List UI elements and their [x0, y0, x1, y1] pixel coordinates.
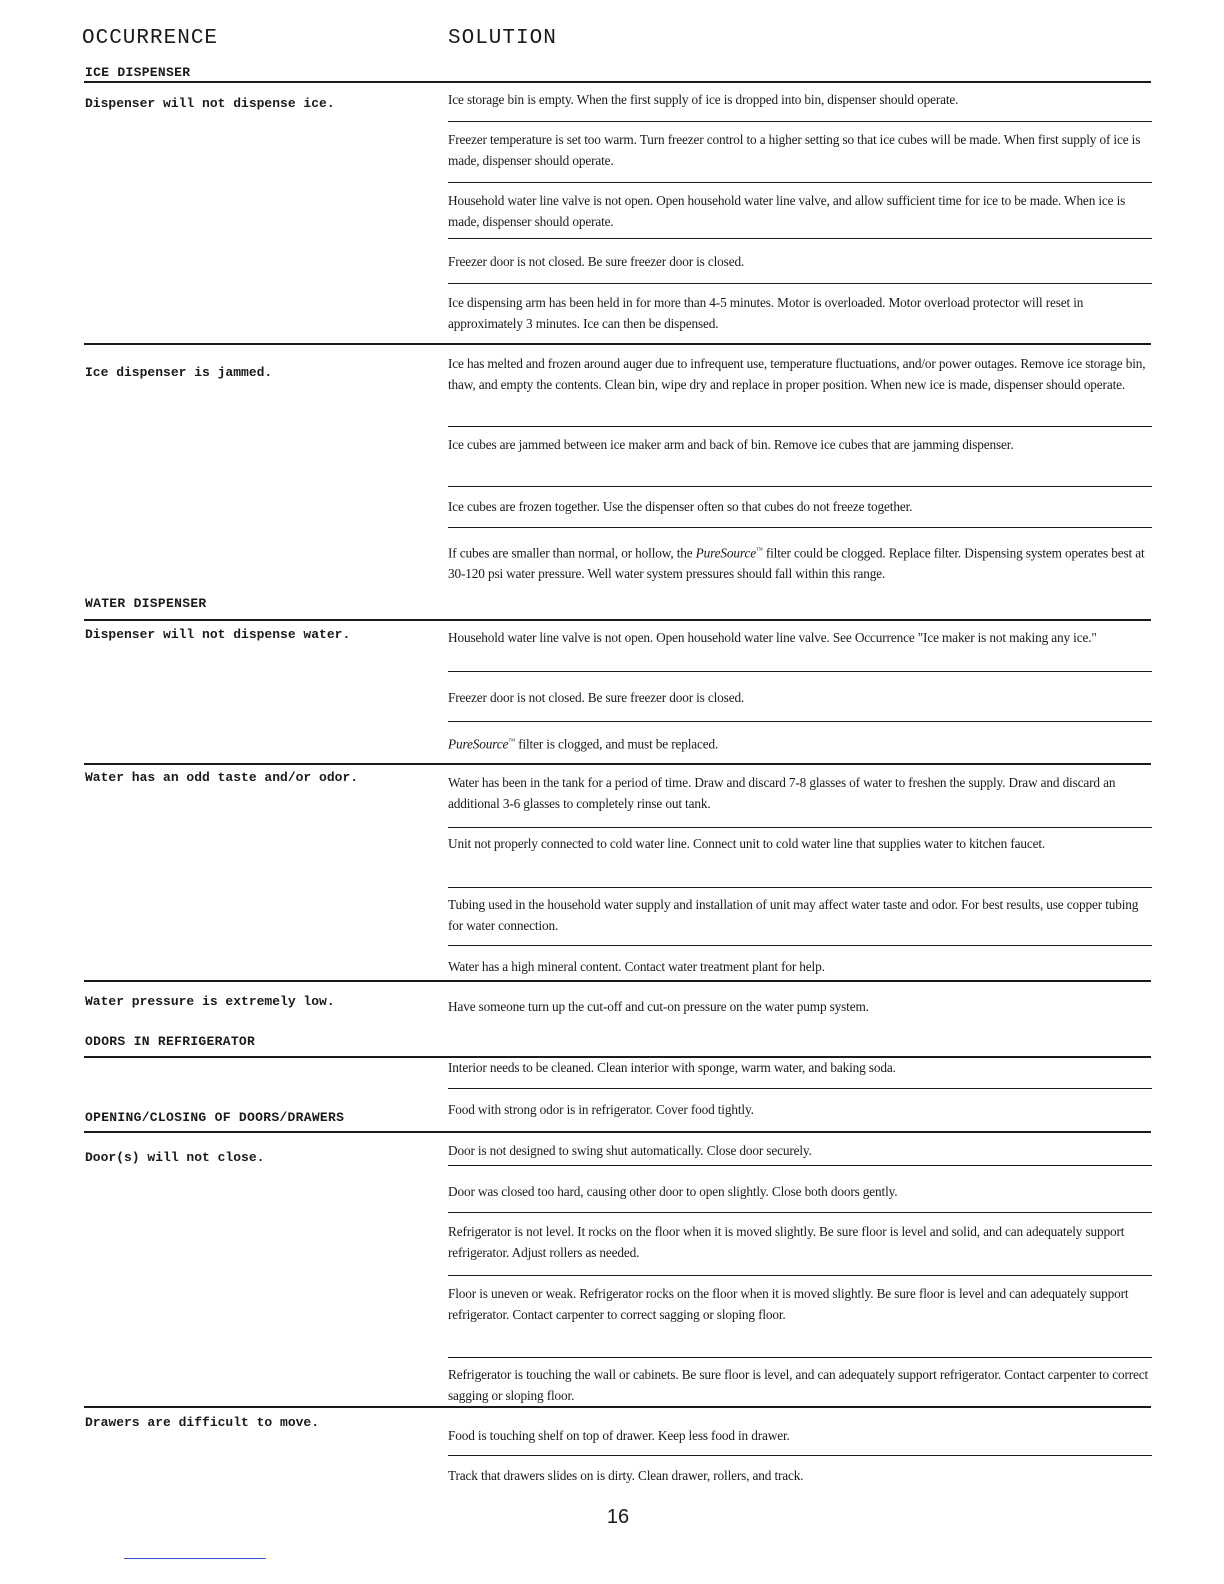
solution-item: Interior needs to be cleaned. Clean interior with sponge, warm water, and baking soda. [448, 1060, 896, 1075]
occurrence-ice-jammed: Ice dispenser is jammed. [85, 365, 273, 380]
solution-item: Refrigerator is not level. It rocks on the floor when it is moved slightly. Be sure floor is level and solid, and can adequately support refrigerator. Adjust rollers as needed. [448, 1224, 1125, 1260]
solution-item: Floor is uneven or weak. Refrigerator rocks on the floor when it is moved slightly. Be sure floor is level and can adequately support refrigerator. Contact carpenter to correct sagging or sloping floor. [448, 1286, 1129, 1322]
solution-item [448, 731, 1154, 754]
divider [84, 1406, 1151, 1408]
divider [448, 1088, 1152, 1089]
solution-item: Have someone turn up the cut-off and cut-on pressure on the water pump system. [448, 999, 869, 1014]
solution-item: Door is not designed to swing shut automatically. Close door securely. [448, 1143, 812, 1158]
divider [448, 527, 1152, 528]
section-doors-drawers: OPENING/CLOSING OF DOORS/DRAWERS [85, 1110, 345, 1125]
solution-item: Water has been in the tank for a period of time. Draw and discard 7-8 glasses of water to freshen the supply. Draw and discard an additional 3-6 glasses to completely rinse out tank. [448, 775, 1116, 811]
divider [448, 283, 1152, 284]
solution-item: Refrigerator is touching the wall or cabinets. Be sure floor is level, and can adequately support refrigerator. Contact carpenter to correct sagging or sloping floor. [448, 1367, 1149, 1403]
occurrence-low-pressure: Water pressure is extremely low. [85, 994, 335, 1009]
divider [448, 721, 1152, 722]
solution-item: Track that drawers slides on is dirty. Clean drawer, rollers, and track. [448, 1468, 804, 1483]
solution-item: Ice cubes are frozen together. Use the dispenser often so that cubes do not freeze together. [448, 499, 913, 514]
divider [84, 980, 1151, 982]
trademark-symbol: ™ [755, 546, 763, 554]
section-odors: ODORS IN REFRIGERATOR [85, 1034, 256, 1049]
divider [448, 945, 1152, 946]
solution-item: Food is touching shelf on top of drawer. Keep less food in drawer. [448, 1428, 790, 1443]
divider [448, 1275, 1152, 1276]
solution-text: filter is clogged, and must be replaced. [515, 736, 719, 752]
solution-item: Ice dispensing arm has been held in for more than 4-5 minutes. Motor is overloaded. Motor overload protector will reset in approximately 3 minutes. Ice can then be dispensed. [448, 295, 1084, 331]
divider [448, 1165, 1152, 1166]
solution-item: Household water line valve is not open. Open household water line valve, and allow sufficient time for ice to be made. When ice is made, dispenser should operate. [448, 193, 1126, 229]
divider [84, 81, 1151, 83]
divider [448, 426, 1152, 427]
solution-item [448, 540, 1154, 584]
section-water-dispenser: WATER DISPENSER [85, 596, 207, 611]
divider [448, 238, 1152, 239]
occurrence-dispense-ice: Dispenser will not dispense ice. [85, 96, 335, 111]
solution-text: If cubes are smaller than normal, or hollow, the [448, 545, 696, 561]
solution-item: Freezer door is not closed. Be sure freezer door is closed. [448, 254, 745, 269]
divider [448, 887, 1152, 888]
occurrence-drawers-difficult: Drawers are difficult to move. [85, 1415, 320, 1430]
divider [448, 182, 1152, 183]
divider [84, 343, 1151, 345]
puresource-brand: PureSource [695, 545, 756, 561]
solution-item: Tubing used in the household water supply and installation of unit may affect water taste and odor. For best results, use copper tubing for water connection. [448, 897, 1139, 933]
page-number: 16 [606, 1506, 630, 1528]
solution-item: Household water line valve is not open. Open household water line valve. See Occurrence "Ice maker is not making any ice." [448, 630, 1097, 645]
divider [448, 1212, 1152, 1213]
occurrence-header: OCCURRENCE [82, 27, 219, 50]
divider [84, 1131, 1151, 1133]
solution-item: Ice has melted and frozen around auger due to infrequent use, temperature fluctuations, and/or power outages. Remove ice storage bin, thaw, and empty the contents. Clean bin, wipe dry and replace in proper position. When new ice is made, dispenser should operate. [448, 356, 1146, 392]
solution-item: Door was closed too hard, causing other door to open slightly. Close both doors gently. [448, 1184, 898, 1199]
occurrence-dispense-water: Dispenser will not dispense water. [85, 627, 351, 642]
section-ice-dispenser: ICE DISPENSER [85, 65, 191, 80]
divider [448, 486, 1152, 487]
occurrence-odd-taste: Water has an odd taste and/or odor. [85, 770, 359, 785]
divider [448, 1357, 1152, 1358]
solution-item: Food with strong odor is in refrigerator. Cover food tightly. [448, 1102, 754, 1117]
divider [448, 121, 1152, 122]
divider [448, 1455, 1152, 1456]
puresource-brand: PureSource [448, 736, 509, 752]
divider [448, 827, 1152, 828]
solution-item: Ice storage bin is empty. When the first supply of ice is dropped into bin, dispenser should operate. [448, 92, 959, 107]
occurrence-door-not-close: Door(s) will not close. [85, 1150, 265, 1165]
divider [84, 763, 1151, 765]
solution-item: Freezer door is not closed. Be sure freezer door is closed. [448, 690, 745, 705]
trademark-symbol: ™ [508, 737, 516, 745]
solution-item: Ice cubes are jammed between ice maker arm and back of bin. Remove ice cubes that are jamming dispenser. [448, 437, 1014, 452]
divider [84, 619, 1151, 621]
solution-header: SOLUTION [448, 27, 557, 50]
solution-item: Freezer temperature is set too warm. Turn freezer control to a higher setting so that ice cubes will be made. When first supply of ice is made, dispenser should operate. [448, 132, 1141, 168]
solution-text: filter could be clogged. Replace filter. Dispensing system operates best at 30-120 psi water pressure. Well water system pressures should fall within this range. [448, 545, 1145, 582]
solution-item: Unit not properly connected to cold water line. Connect unit to cold water line that supplies water to kitchen faucet. [448, 836, 1046, 851]
divider [448, 671, 1152, 672]
solution-item: Water has a high mineral content. Contact water treatment plant for help. [448, 959, 825, 974]
footer-line [124, 1558, 266, 1559]
